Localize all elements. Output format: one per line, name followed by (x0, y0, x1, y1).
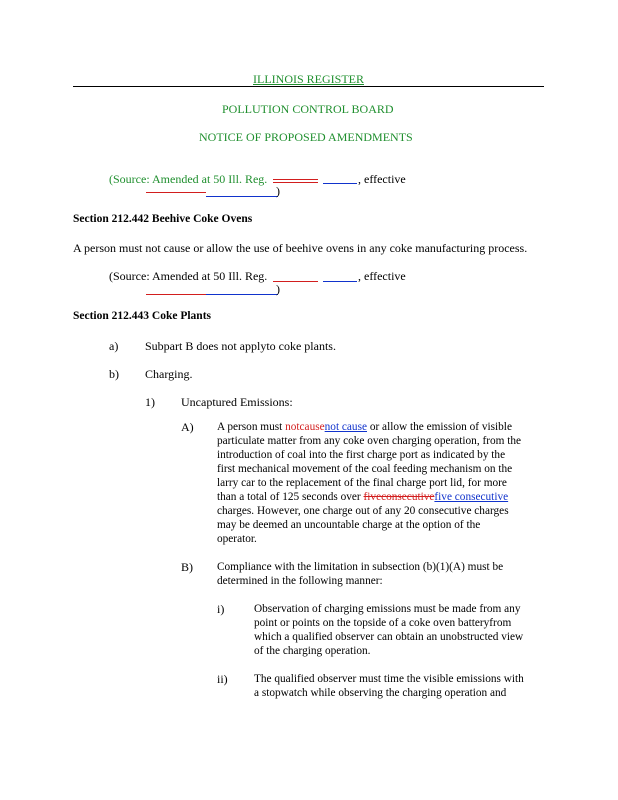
item-i-label: i) (217, 602, 225, 616)
source-blank-red-1b (273, 182, 318, 183)
item-A-line1-pre: A person must (217, 421, 286, 433)
source-note-2 (109, 269, 267, 284)
item-ii-line2: a stopwatch while observing the charging operation and (254, 687, 507, 699)
source-date-red-2 (146, 294, 206, 295)
item-A-line5: larry car to the replacement of the final charge port lid, for more (217, 477, 507, 489)
item-ii-label: ii) (217, 672, 228, 686)
source-date-blue-2 (206, 294, 278, 295)
item-A-line8: may be deemed an uncountable charge at the option of the (217, 519, 481, 531)
item-A-deleted-text-2: fiveconsecutive (363, 491, 435, 503)
source-close-1: ) (276, 184, 280, 198)
item-A-line6-pre: than a total of 125 seconds over (217, 491, 364, 503)
item-A-line2: particulate matter from any coke oven charging operation, from the (217, 435, 522, 447)
item-A-inserted-text-2: five consecutive (434, 491, 509, 503)
source-close-2: ) (276, 282, 280, 296)
item-A-line1-post: or allow the emission of visible (367, 421, 512, 433)
item-A-line1 (217, 420, 512, 434)
source-blank-blue-2 (323, 281, 357, 282)
item-A-line3: introduction of coal into the first charge port as indicated by the (217, 449, 506, 461)
source-blank-red-1 (273, 179, 318, 180)
board-title: POLLUTION CONTROL BOARD (222, 102, 394, 116)
item-A-line9: operator. (217, 533, 257, 545)
item-A-line4: first mechanical movement of the coal feeding mechanism on the (217, 463, 513, 475)
item-a-label: a) (109, 339, 119, 353)
item-i-line4: of the charging operation. (254, 645, 371, 657)
item-i-line1: Observation of charging emissions must be made from any (254, 603, 521, 615)
item-b1-label: 1) (145, 395, 155, 409)
item-B-label: B) (181, 560, 193, 574)
register-title: ILLINOIS REGISTER (253, 72, 364, 86)
item-A-inserted-text: not cause (324, 421, 367, 433)
item-b-text: Charging. (145, 367, 193, 381)
item-A-line6 (217, 490, 508, 504)
source-note-1 (109, 172, 267, 187)
item-b-label: b) (109, 367, 119, 381)
item-A-label: A) (181, 420, 194, 434)
item-B-line2: determined in the following manner: (217, 575, 383, 587)
item-i-line2: point or points on the topside of a coke oven batteryfrom (254, 617, 512, 629)
source-effective-2: , effective (358, 269, 406, 283)
item-a-text: Subpart B does not applyto coke plants. (145, 339, 336, 353)
section-443-heading: Section 212.443 Coke Plants (73, 310, 211, 322)
source-date-blue-1 (206, 196, 278, 197)
item-A-line7: charges. However, one charge out of any 20 consecutive charges (217, 505, 509, 517)
source-date-red-1 (146, 192, 206, 193)
header-rule (73, 86, 544, 87)
section-442-body: A person must not cause or allow the use of beehive ovens in any coke manufacturing process. (73, 241, 528, 255)
item-B-line1: Compliance with the limitation in subsection (b)(1)(A) must be (217, 561, 504, 573)
source-prefix-2: (Source: Amended at 50 Ill. Reg. (109, 269, 268, 283)
item-ii-line1: The qualified observer must time the visible emissions with (254, 673, 524, 685)
section-442-heading: Section 212.442 Beehive Coke Ovens (73, 213, 253, 225)
item-b1-text: Uncaptured Emissions: (181, 395, 293, 409)
notice-title: NOTICE OF PROPOSED AMENDMENTS (199, 130, 413, 144)
item-A-deleted-text: notcause (285, 421, 325, 433)
source-effective-1: , effective (358, 172, 406, 186)
source-prefix: (Source: Amended at 50 Ill. Reg. (109, 172, 268, 186)
item-i-line3: which a qualified observer can obtain an unobstructed view (254, 631, 524, 643)
source-blank-blue-1 (323, 183, 357, 184)
